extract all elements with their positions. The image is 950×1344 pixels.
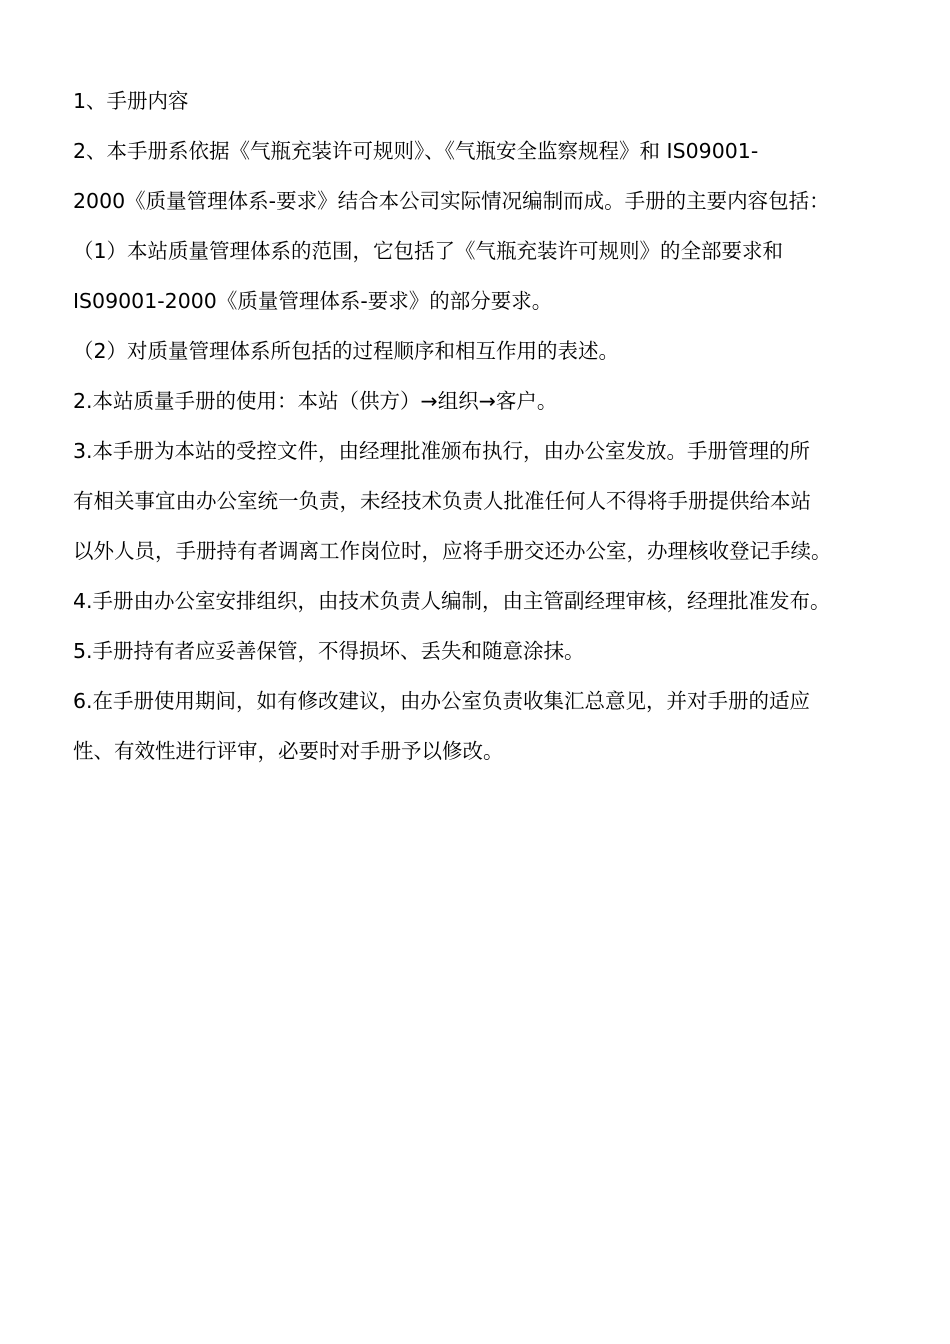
paragraph-preparation: 4.手册由办公室安排组织，由技术负责人编制，由主管副经理审核，经理批准发布。 — [73, 589, 831, 613]
paragraph-line: 性、有效性进行评审，必要时对手册予以修改。 — [73, 739, 504, 763]
paragraph-usage: 2.本站质量手册的使用：本站（供方）→组织→客户。 — [73, 389, 558, 413]
document-body — [73, 76, 891, 776]
heading-manual-contents: 1、手册内容 — [73, 89, 189, 113]
paragraph-line: 以外人员，手册持有者调离工作岗位时，应将手册交还办公室，办理核收登记手续。 — [73, 539, 832, 563]
paragraph-line: 有相关事宜由办公室统一负责，未经技术负责人批准任何人不得将手册提供给本站 — [73, 489, 811, 513]
paragraph-line: 2000《质量管理体系-要求》结合本公司实际情况编制而成。手册的主要内容包括： — [73, 189, 830, 213]
paragraph-revision: 6.在手册使用期间，如有修改建议，由办公室负责收集汇总意见，并对手册的适应 — [73, 689, 811, 713]
list-item-1-continued: IS09001-2000《质量管理体系-要求》的部分要求。 — [73, 289, 553, 313]
paragraph-line: 2、本手册系依据《气瓶充装许可规则》、《气瓶安全监察规程》和 IS09001- — [73, 139, 759, 163]
list-item-1: （1）本站质量管理体系的范围，它包括了《气瓶充装许可规则》的全部要求和 — [73, 239, 784, 263]
paragraph-custody: 5.手册持有者应妥善保管，不得损坏、丢失和随意涂抹。 — [73, 639, 585, 663]
paragraph-controlled-document: 3.本手册为本站的受控文件，由经理批准颁布执行，由办公室发放。手册管理的所 — [73, 439, 811, 463]
list-item-2: （2）对质量管理体系所包括的过程顺序和相互作用的表述。 — [73, 339, 620, 363]
